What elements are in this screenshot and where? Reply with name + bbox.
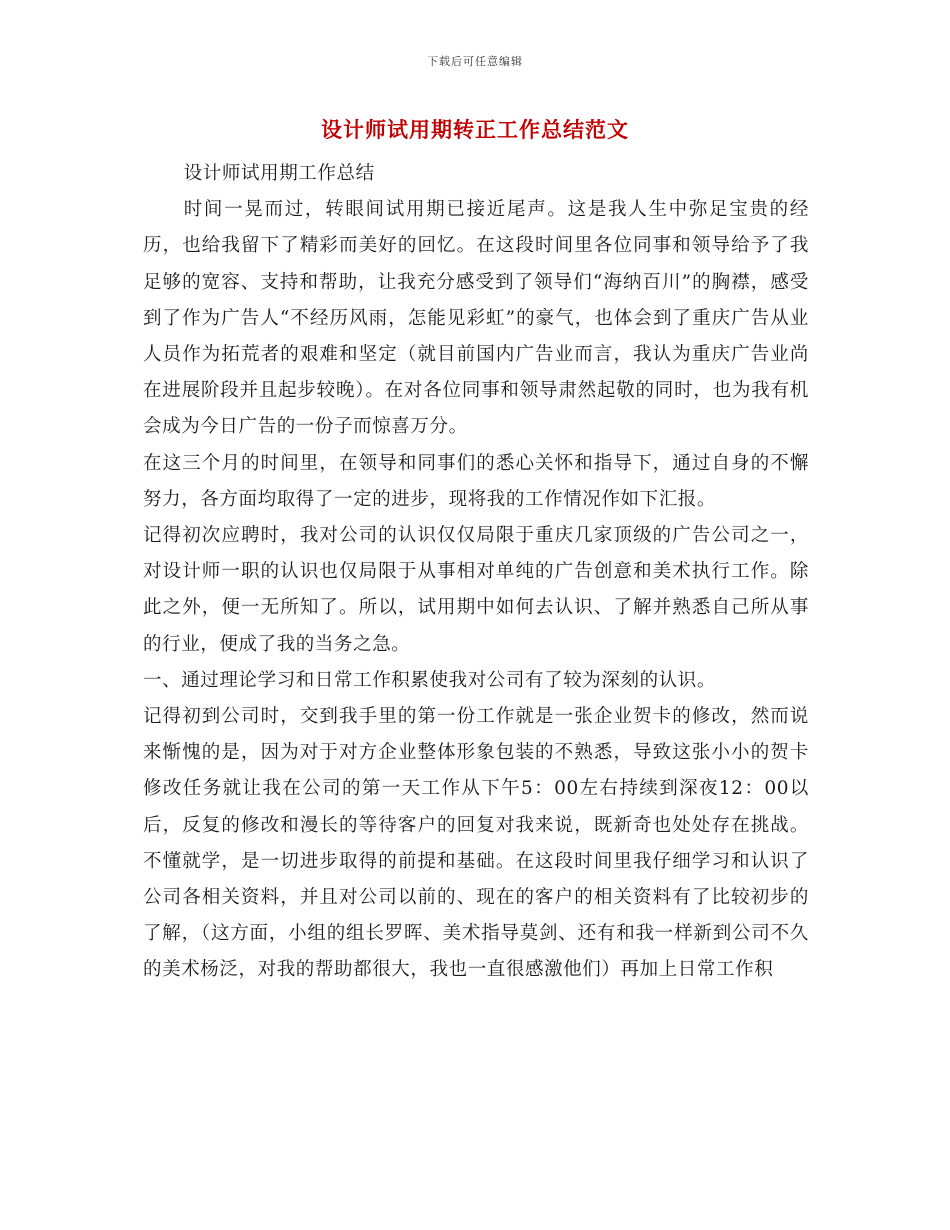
paragraph-1: 时间一晃而过，转眼间试用期已接近尾声。这是我人生中弥足宝贵的经历，也给我留下了精彩而美好的回忆。在这段时间里各位同事和领导给予了我足够的宽容、支持和帮助，让我充分感受到了领导们“海纳百川”的胸襟，感受到了作为广告人“不经历风雨，怎能见彩虹”的豪气，也体会到了重庆广告从业人员作为拓荒者的艰难和坚定（就目前国内广告业而言，我认为重庆广告业尚在进展阶段并且起步较晚）。在对各位同事和领导肃然起敬的同时，也为我有机会成为今日广告的一份子而惊喜万分。 xyxy=(143,199,809,438)
header-note: 下载后可任意编辑 xyxy=(427,55,523,68)
section-heading-1: 一、通过理论学习和日常工作积累使我对公司有了较为深刻的认识。 xyxy=(143,669,717,691)
document-body xyxy=(143,156,809,989)
paragraph-3: 记得初次应聘时，我对公司的认识仅仅局限于重庆几家顶级的广告公司之一，对设计师一职的认识也仅局限于从事相对单纯的广告创意和美术执行工作。除此之外，便一无所知了。所以，试用期中如何去认识、了解并熟悉自己所从事的行业，便成了我的当务之急。 xyxy=(143,525,809,655)
document-subtitle: 设计师试用期工作总结 xyxy=(183,163,375,184)
document-title: 设计师试用期转正工作总结范文 xyxy=(321,118,629,142)
paragraph-2: 在这三个月的时间里，在领导和同事们的悉心关怀和指导下，通过自身的不懈努力，各方面均取得了一定的进步，现将我的工作情况作如下汇报。 xyxy=(143,452,809,510)
paragraph-4: 记得初到公司时，交到我手里的第一份工作就是一张企业贺卡的修改，然而说来惭愧的是，因为对于对方企业整体形象包装的不熟悉，导致这张小小的贺卡修改任务就让我在公司的第一天工作从下午5：00左右持续到深夜12：00以后，反复的修改和漫长的等待客户的回复对我来说，既新奇也处处存在挑战。不懂就学，是一切进步取得的前提和基础。在这段时间里我仔细学习和认识了公司各相关资料，并且对公司以前的、现在的客户的相关资料有了比较初步的了解，（这方面，小组的组长罗晖、美术指导莫剑、还有和我一样新到公司不久的美术杨泛，对我的帮助都很大，我也一直很感激他们）再加上日常工作积 xyxy=(143,706,809,981)
